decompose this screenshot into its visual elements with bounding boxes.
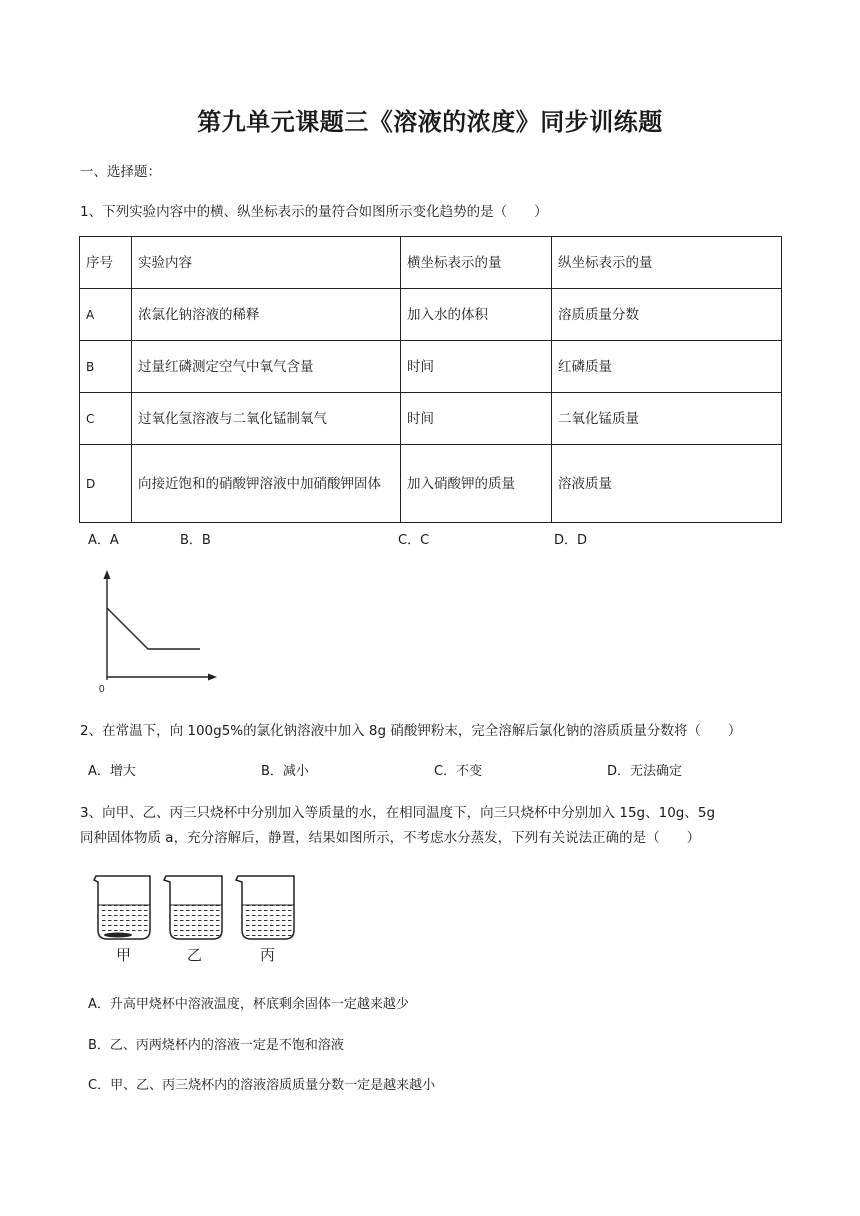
question-1-option-d[interactable]: D．D xyxy=(554,533,588,548)
question-1-option-a[interactable]: A．A xyxy=(88,533,119,548)
question-2-stem: 2、在常温下，向 100g5%的氯化钠溶液中加入 8g 硝酸钾粉末，完全溶解后氯化钠的溶质质量分数将（ ） xyxy=(80,723,742,739)
page-title: 第九单元课题三《溶液的浓度》同步训练题 xyxy=(197,108,663,136)
table-cell: 溶液质量 xyxy=(552,445,782,523)
question-1-stem: 1、下列实验内容中的横、纵坐标表示的量符合如图所示变化趋势的是（ ） xyxy=(80,204,548,220)
question-2-option-b[interactable]: B．减小 xyxy=(261,764,309,779)
y-axis-arrow-icon xyxy=(104,570,111,579)
table-cell: 浓氯化钠溶液的稀释 xyxy=(132,289,401,341)
table-row xyxy=(80,341,782,393)
table-cell: 向接近饱和的硝酸钾溶液中加硝酸钾固体 xyxy=(132,445,401,523)
x-axis-arrow-icon xyxy=(208,674,217,681)
table-cell: 过量红磷测定空气中氧气含量 xyxy=(132,341,401,393)
table-cell: 加入水的体积 xyxy=(401,289,552,341)
table-header-cell: 实验内容 xyxy=(132,237,401,289)
question-3-option-b[interactable]: B．乙、丙两烧杯内的溶液一定是不饱和溶液 xyxy=(88,1038,344,1053)
question-1-option-c[interactable]: C．C xyxy=(398,533,430,548)
beaker-label: 丙 xyxy=(260,946,276,964)
table-header-cell: 横坐标表示的量 xyxy=(401,237,552,289)
table-cell: 时间 xyxy=(401,393,552,445)
question-2-option-a[interactable]: A．增大 xyxy=(88,764,136,779)
question-1-trend-graph xyxy=(90,568,230,698)
question-3-option-c[interactable]: C．甲、乙、丙三烧杯内的溶液溶质质量分数一定是越来越小 xyxy=(88,1078,436,1093)
undissolved-solid xyxy=(104,933,132,938)
question-1-table xyxy=(79,236,782,523)
beaker-label: 乙 xyxy=(187,946,203,964)
table-cell: 过氧化氢溶液与二氧化锰制氧气 xyxy=(132,393,401,445)
origin-label: 0 xyxy=(99,684,105,695)
question-1-option-b[interactable]: B．B xyxy=(180,533,211,548)
beaker-bing xyxy=(236,876,294,939)
table-row xyxy=(80,393,782,445)
beaker-label: 甲 xyxy=(116,946,132,964)
table-header-row xyxy=(80,237,782,289)
table-row xyxy=(80,445,782,523)
question-3-option-a[interactable]: A．升高甲烧杯中溶液温度，杯底剩余固体一定越来越少 xyxy=(88,997,409,1012)
trend-line xyxy=(107,608,200,649)
question-3-beakers-figure xyxy=(84,868,314,968)
table-header-cell: 序号 xyxy=(80,237,132,289)
table-cell: A xyxy=(80,289,132,341)
table-cell: 时间 xyxy=(401,341,552,393)
question-2-option-c[interactable]: C．不变 xyxy=(434,764,483,779)
question-2-option-d[interactable]: D．无法确定 xyxy=(607,764,683,779)
table-row xyxy=(80,289,782,341)
table-cell: 二氧化锰质量 xyxy=(552,393,782,445)
question-3-stem-line-2: 同种固体物质 a，充分溶解后，静置，结果如图所示，不考虑水分蒸发，下列有关说法正确的是（ ） xyxy=(80,830,701,846)
table-cell: D xyxy=(80,445,132,523)
beaker-yi xyxy=(164,876,222,939)
table-cell: B xyxy=(80,341,132,393)
question-3-stem-line-1: 3、向甲、乙、丙三只烧杯中分别加入等质量的水，在相同温度下，向三只烧杯中分别加入 15g、10g、5g xyxy=(80,805,716,821)
table-cell: 加入硝酸钾的质量 xyxy=(401,445,552,523)
table-cell: 红磷质量 xyxy=(552,341,782,393)
beaker-jia xyxy=(94,876,150,939)
table-cell: C xyxy=(80,393,132,445)
table-header-cell: 纵坐标表示的量 xyxy=(552,237,782,289)
table-cell: 溶质质量分数 xyxy=(552,289,782,341)
section-heading: 一、选择题： xyxy=(80,164,161,180)
